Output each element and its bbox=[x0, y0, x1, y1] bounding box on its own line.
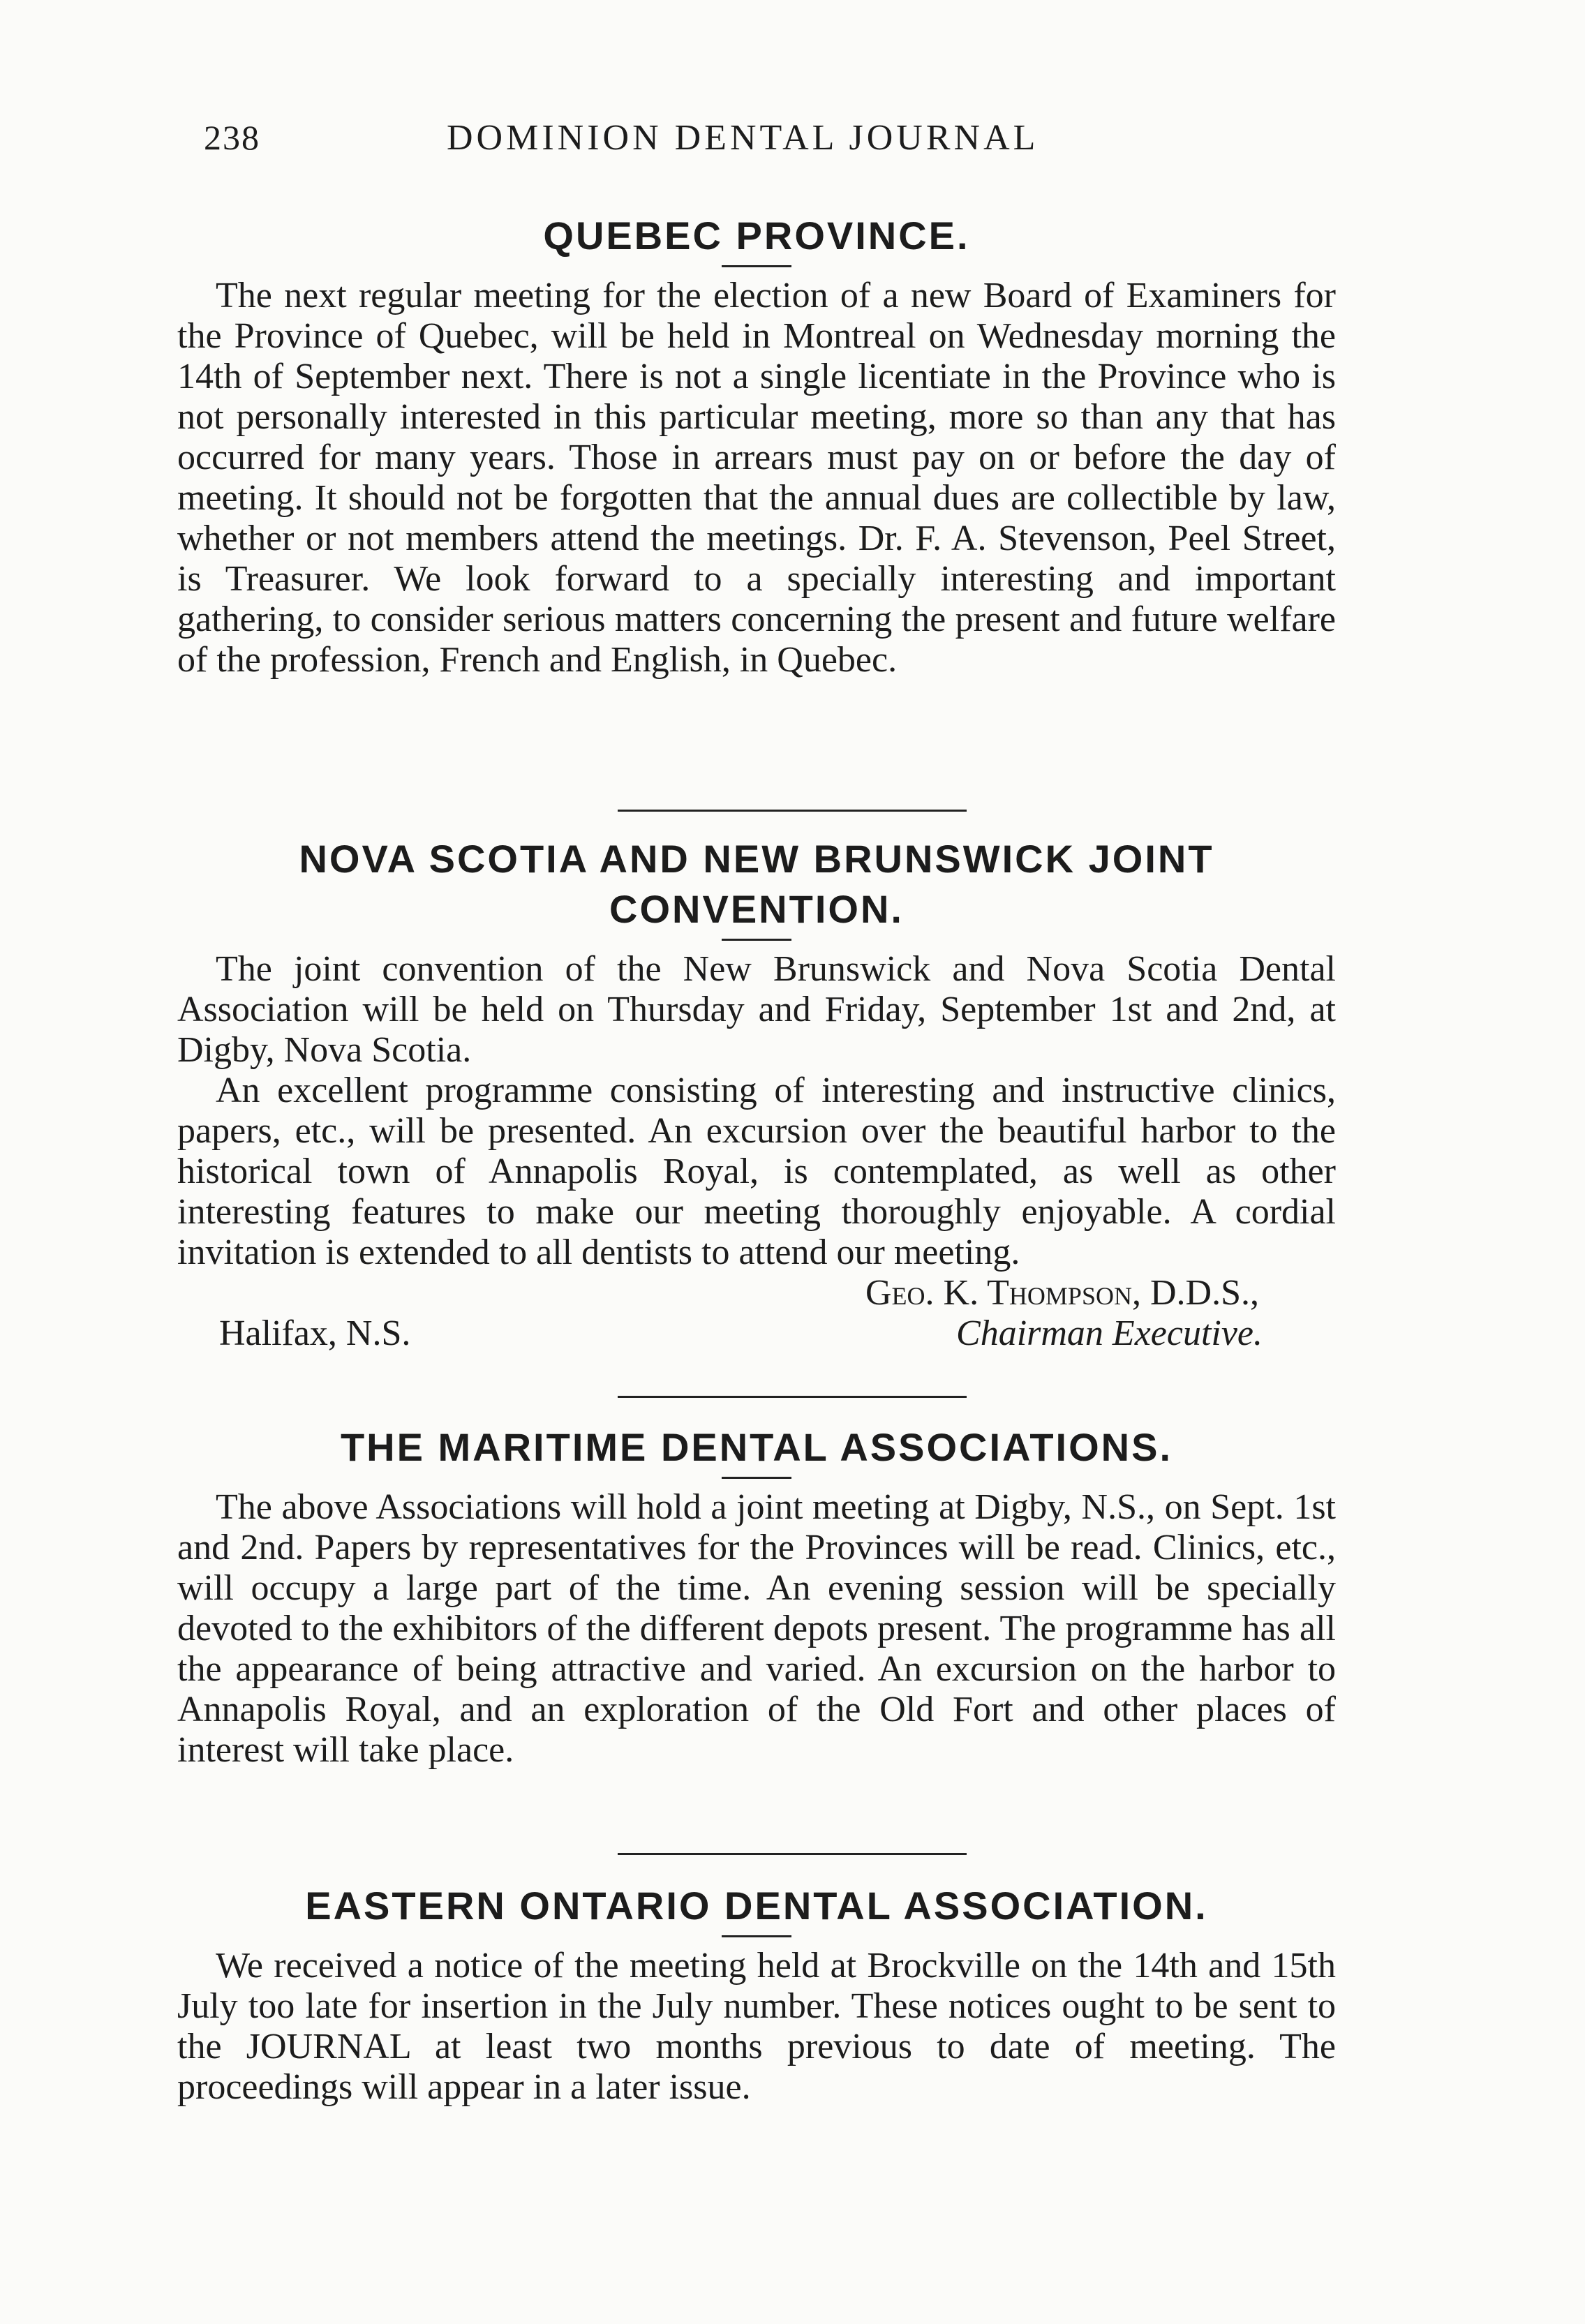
article-nova-scotia-convention bbox=[177, 834, 1336, 1354]
signature-block bbox=[177, 1273, 1336, 1313]
heading-rule bbox=[722, 939, 791, 941]
section-divider bbox=[618, 1396, 967, 1398]
article-heading: EASTERN ONTARIO DENTAL ASSOCIATION. bbox=[305, 1884, 1208, 1928]
article-quebec-province bbox=[177, 211, 1336, 680]
article-maritime-associations bbox=[177, 1422, 1336, 1771]
page-number: 238 bbox=[204, 118, 260, 157]
heading-rule bbox=[722, 1477, 791, 1479]
article-heading-line1: NOVA SCOTIA AND NEW BRUNSWICK JOINT bbox=[299, 837, 1214, 881]
article-paragraph: An excellent programme consisting of interesting and instructive clinics, papers, etc., will be presented. An excursion over the beautiful harbor to the historical town of Annapolis Royal, is contemplated, as well as other interesting features to make our meeting thoroughly enjoyable. A cordial invitation is extended to all dentists to attend our meeting. bbox=[177, 1071, 1336, 1272]
heading-rule bbox=[722, 265, 791, 267]
running-head: DOMINION DENTAL JOURNAL bbox=[447, 118, 1039, 158]
article-eastern-ontario bbox=[177, 1881, 1336, 2108]
signature-name: Geo. K. Thompson, D.D.S., bbox=[865, 1273, 1259, 1313]
article-paragraph: The joint convention of the New Brunswick and Nova Scotia Dental Association will be held on Thursday and Friday, September 1st and 2nd, at Digby, Nova Scotia. bbox=[177, 949, 1336, 1070]
heading-rule bbox=[722, 1935, 791, 1937]
page-header bbox=[0, 117, 1585, 173]
section-divider bbox=[618, 810, 967, 812]
article-heading: QUEBEC PROVINCE. bbox=[543, 214, 970, 258]
article-heading: THE MARITIME DENTAL ASSOCIATIONS. bbox=[340, 1425, 1173, 1469]
signature-block bbox=[177, 1313, 1336, 1354]
article-body: We received a notice of the meeting held at Brockville on the 14th and 15th July too late for insertion in the July number. These notices ought to be sent to the JOURNAL at least two months previous to date of meeting. The proceedings will appear in a later issue. bbox=[177, 1946, 1336, 2107]
section-divider bbox=[618, 1853, 967, 1855]
article-body: The next regular meeting for the election of a new Board of Examiners for the Province of Quebec, will be held in Montreal on Wednesday morning the 14th of September next. There is not a single licentiate in the Province who is not personally interested in this particular meeting, more so than any that has occurred for many years. Those in arrears must pay on or before the day of meeting. It should not be forgotten that the annual dues are collectible by law, whether or not members attend the meetings. Dr. F. A. Stevenson, Peel Street, is Treasurer. We look forward to a specially interesting and important gathering, to consider serious matters concerning the present and future welfare of the profession, French and English, in Quebec. bbox=[177, 276, 1336, 680]
article-body: The above Associations will hold a joint meeting at Digby, N.S., on Sept. 1st and 2nd. Papers by representatives for the Provinces will be read. Clinics, etc., will occupy a large part of the time. An evening session will be specially devoted to the exhibitors of the different depots present. The programme has all the appearance of being attractive and varied. An excursion on the harbor to Annapolis Royal, and an exploration of the Old Fort and other places of interest will take place. bbox=[177, 1487, 1336, 1770]
article-heading-line2: CONVENTION. bbox=[609, 887, 904, 931]
signature-place: Halifax, N.S. bbox=[219, 1313, 411, 1353]
signature-title: Chairman Executive. bbox=[956, 1313, 1263, 1353]
